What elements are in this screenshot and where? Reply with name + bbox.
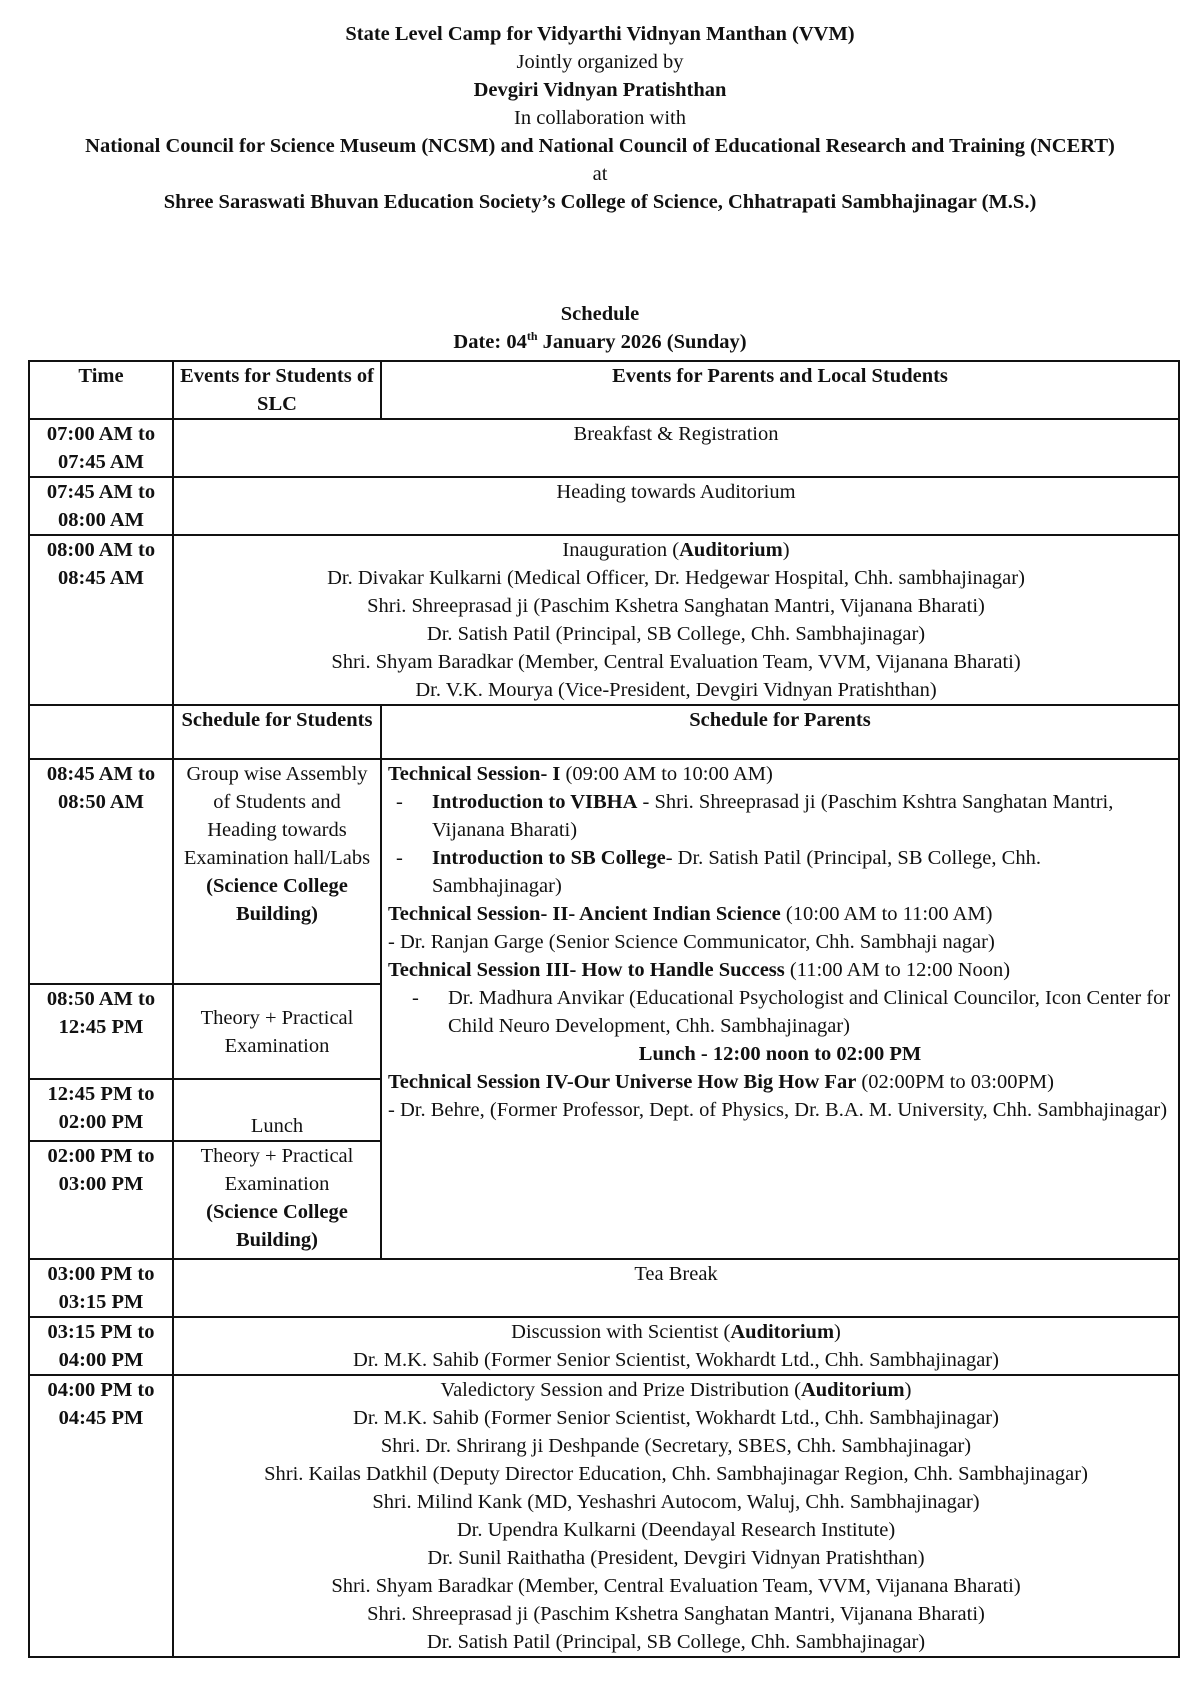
- col-header-time: Time: [29, 361, 173, 419]
- session-2-speaker: - Dr. Ranjan Garge (Senior Science Communicator, Chh. Sambhaji nagar): [388, 931, 995, 953]
- sub-header-row: [29, 705, 1179, 759]
- guest-line: Shri. Milind Kank (MD, Yeshashri Autocom, Waluj, Chh. Sambhajinagar): [372, 1491, 980, 1513]
- guest-line: Shri. Shreeprasad ji (Paschim Kshetra Sanghatan Mantri, Vijanana Bharati): [367, 1603, 985, 1625]
- item-speaker: - Shri. Shreeprasad ji (Paschim Kshtra Sanghatan Mantri, Vijanana Bharati): [432, 791, 1114, 841]
- list-item: [388, 788, 1172, 844]
- table-row: [29, 477, 1179, 535]
- inauguration-cell: [173, 535, 1179, 705]
- guest-line: Dr. M.K. Sahib (Former Senior Scientist, Wokhardt Ltd., Chh. Sambhajinagar): [353, 1407, 999, 1429]
- table-row-inauguration: [29, 535, 1179, 705]
- close-paren: ): [904, 1379, 912, 1401]
- row-time: 02:00 PM to 03:00 PM: [29, 1141, 173, 1259]
- item-speaker: Dr. Madhura Anvikar (Educational Psychologist and Clinical Councilor, Icon Center for Child Neuro Development, Chh. Sambhajinagar): [448, 987, 1171, 1037]
- session-title: Technical Session- I: [388, 763, 561, 785]
- students-event: Lunch: [173, 1079, 381, 1141]
- dash: -: [396, 847, 403, 869]
- row-time: 08:50 AM to 12:45 PM: [29, 984, 173, 1079]
- table-row: [29, 759, 1179, 984]
- parents-schedule: [381, 759, 1179, 1259]
- item-title: Introduction to SB College: [432, 847, 666, 869]
- venue-text: Auditorium: [800, 1379, 905, 1401]
- guest-line: Dr. M.K. Sahib (Former Senior Scientist, Wokhardt Ltd., Chh. Sambhajinagar): [353, 1349, 999, 1371]
- table-row: [29, 1259, 1179, 1317]
- guest-line: Dr. Satish Patil (Principal, SB College, Chh. Sambhajinagar): [426, 1631, 926, 1653]
- item-speaker: - Dr. Satish Patil (Principal, SB College, Chh. Sambhajinagar): [432, 847, 1041, 897]
- students-event: [173, 1141, 381, 1259]
- session-3-items: [388, 984, 1172, 1040]
- jointly-line: Jointly organized by: [516, 51, 684, 73]
- schedule-table: [28, 360, 1180, 1658]
- session-time: (09:00 AM to 10:00 AM): [560, 763, 773, 785]
- venue-name: Shree Saraswati Bhuvan Education Society’s College of Science, Chhatrapati Sambhajinagar (M.S.): [163, 191, 1037, 213]
- row-time: 03:15 PM to 04:00 PM: [29, 1317, 173, 1375]
- students-event-text: Theory + Practical Examination: [200, 1145, 354, 1195]
- camp-title: State Level Camp for Vidyarthi Vidnyan Manthan (VVM): [345, 23, 855, 45]
- title-text: Inauguration (: [562, 539, 680, 561]
- students-event-venue: (Science College Building): [206, 1201, 348, 1251]
- row-event: Breakfast & Registration: [173, 419, 1179, 477]
- schedule-title: Schedule: [560, 303, 640, 325]
- table-header-row: [29, 361, 1179, 419]
- venue-text: Auditorium: [679, 539, 783, 561]
- session-time: (10:00 AM to 11:00 AM): [780, 903, 993, 925]
- valedictory-cell: [173, 1375, 1179, 1657]
- table-row: [29, 1317, 1179, 1375]
- row-time: 12:45 PM to 02:00 PM: [29, 1079, 173, 1141]
- session-1-items: [388, 788, 1172, 900]
- row-time: 03:00 PM to 03:15 PM: [29, 1259, 173, 1317]
- title-text: Discussion with Scientist (: [511, 1321, 731, 1343]
- title-text: Valedictory Session and Prize Distribution (: [440, 1379, 801, 1401]
- table-row: [29, 419, 1179, 477]
- session-4-speaker: - Dr. Behre, (Former Professor, Dept. of Physics, Dr. B.A. M. University, Chh. Sambhajinagar): [388, 1099, 1168, 1121]
- date-sup: th: [526, 329, 538, 344]
- row-time: 08:00 AM to 08:45 AM: [29, 535, 173, 705]
- at-line: at: [592, 163, 608, 185]
- students-event-text: Group wise Assembly of Students and Heading towards Examination hall/Labs: [183, 763, 371, 869]
- dash: -: [396, 791, 403, 813]
- session-title: Technical Session IV-Our Universe How Big How Far: [388, 1071, 857, 1093]
- tech-session-1: [388, 760, 1172, 788]
- item-title: Introduction to VIBHA: [432, 791, 638, 813]
- close-paren: ): [834, 1321, 841, 1343]
- guest-line: Shri. Kailas Datkhil (Deputy Director Education, Chh. Sambhajinagar Region, Chh. Sambhajinagar): [264, 1463, 1088, 1485]
- tech-session-3: [388, 956, 1172, 984]
- guest-line: Dr. Sunil Raithatha (President, Devgiri Vidnyan Pratishthan): [427, 1547, 925, 1569]
- col-header-parents: Events for Parents and Local Students: [381, 361, 1179, 419]
- session-time: (02:00PM to 03:00PM): [856, 1071, 1054, 1093]
- dash: -: [412, 987, 419, 1009]
- students-event: Theory + Practical Examination: [173, 984, 381, 1079]
- discussion-title: [180, 1318, 1172, 1346]
- sub-header-parents: Schedule for Parents: [381, 705, 1179, 759]
- empty-cell: [29, 705, 173, 759]
- valedictory-title: [180, 1376, 1172, 1404]
- tech-session-2: [388, 900, 1172, 928]
- collaboration-line: In collaboration with: [514, 107, 686, 129]
- col-header-students: Events for Students of SLC: [173, 361, 381, 419]
- row-time: 07:00 AM to 07:45 AM: [29, 419, 173, 477]
- list-item: [388, 984, 1172, 1040]
- guest-line: Dr. Divakar Kulkarni (Medical Officer, Dr. Hedgewar Hospital, Chh. sambhajinagar): [327, 567, 1025, 589]
- session-time: (11:00 AM to 12:00 Noon): [784, 959, 1011, 981]
- guest-line: Shri. Shreeprasad ji (Paschim Kshetra Sanghatan Mantri, Vijanana Bharati): [367, 595, 985, 617]
- date-suffix: January 2026 (Sunday): [537, 331, 747, 353]
- close-paren: ): [782, 539, 790, 561]
- date-prefix: Date: 04: [453, 331, 527, 353]
- guest-line: Shri. Shyam Baradkar (Member, Central Evaluation Team, VVM, Vijanana Bharati): [331, 1575, 1021, 1597]
- students-event-venue: (Science College Building): [206, 875, 348, 925]
- students-event: [173, 759, 381, 984]
- sub-header-students: Schedule for Students: [173, 705, 381, 759]
- table-row-valedictory: [29, 1375, 1179, 1657]
- guest-line: Shri. Shyam Baradkar (Member, Central Evaluation Team, VVM, Vijanana Bharati): [331, 651, 1021, 673]
- tech-session-4: [388, 1068, 1172, 1096]
- lunch-break: Lunch - 12:00 noon to 02:00 PM: [638, 1043, 922, 1065]
- discussion-cell: [173, 1317, 1179, 1375]
- row-time: 07:45 AM to 08:00 AM: [29, 477, 173, 535]
- session-title: Technical Session III- How to Handle Success: [388, 959, 785, 981]
- row-time: 08:45 AM to 08:50 AM: [29, 759, 173, 984]
- guest-line: Dr. Satish Patil (Principal, SB College, Chh. Sambhajinagar): [426, 623, 926, 645]
- partner-organizations: National Council for Science Museum (NCSM) and National Council of Educational Research and Training (NCERT): [85, 135, 1115, 157]
- row-event: Tea Break: [173, 1259, 1179, 1317]
- guest-line: Dr. Upendra Kulkarni (Deendayal Research Institute): [456, 1519, 896, 1541]
- inauguration-title: [180, 536, 1172, 564]
- guest-line: Shri. Dr. Shrirang ji Deshpande (Secretary, SBES, Chh. Sambhajinagar): [380, 1435, 972, 1457]
- guest-line: Dr. V.K. Mourya (Vice-President, Devgiri Vidnyan Pratishthan): [415, 679, 937, 701]
- row-event: Heading towards Auditorium: [173, 477, 1179, 535]
- list-item: [388, 844, 1172, 900]
- row-time: 04:00 PM to 04:45 PM: [29, 1375, 173, 1657]
- organizer-name: Devgiri Vidnyan Pratishthan: [473, 79, 727, 101]
- venue-text: Auditorium: [730, 1321, 835, 1343]
- schedule-date: [40, 328, 1160, 356]
- document-header: [40, 20, 1160, 216]
- session-title: Technical Session- II- Ancient Indian Science: [388, 903, 781, 925]
- schedule-heading: [40, 300, 1160, 356]
